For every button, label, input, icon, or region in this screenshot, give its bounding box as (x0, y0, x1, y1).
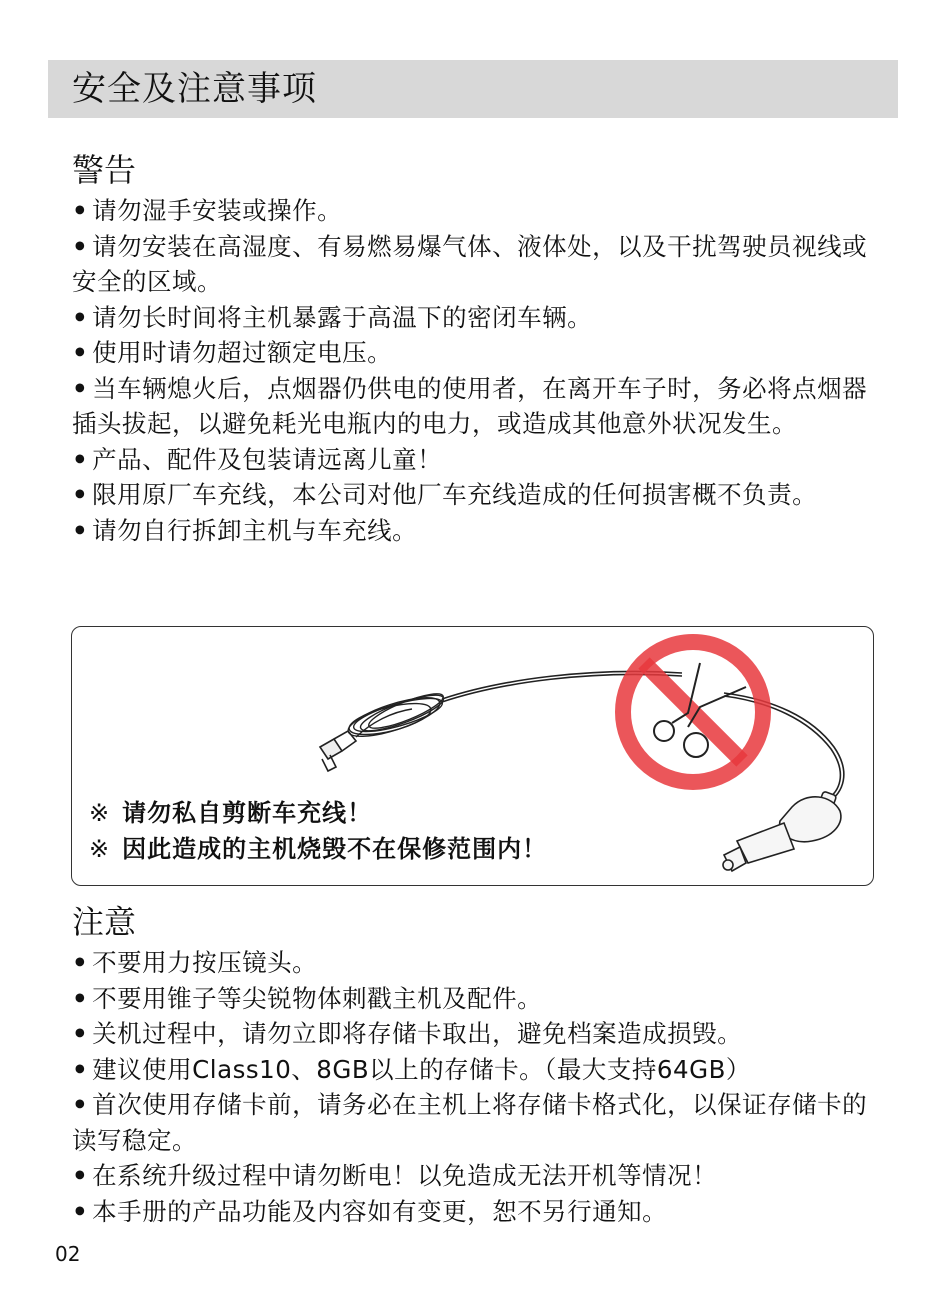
cable-warning-illustration (71, 626, 874, 886)
cable-note: ※ 请勿私自剪断车充线！ (89, 799, 373, 827)
warning-item: • 请勿安装在高湿度、有易燃易爆气体、液体处，以及干扰驾驶员视线或安全的区域。 (72, 231, 868, 296)
warning-item: • 请勿长时间将主机暴露于高温下的密闭车辆。 (72, 302, 593, 332)
caution-item: • 首次使用存储卡前，请务必在主机上将存储卡格式化，以保证存储卡的读写稳定。 (72, 1090, 868, 1155)
page-title: 安全及注意事项 (72, 69, 317, 109)
car-charger-plug-icon (723, 791, 841, 871)
warning-item: • 限用原厂车充线，本公司对他厂车充线造成的任何损害概不负责。 (72, 480, 818, 509)
warning-item: • 使用时请勿超过额定电压。 (72, 338, 393, 367)
caution-item: • 不要用力按压镜头。 (72, 948, 318, 977)
warning-list (72, 193, 872, 548)
caution-heading: 注意 (72, 903, 137, 941)
warning-heading: 警告 (72, 151, 137, 189)
section-header-bar (48, 60, 898, 118)
caution-item: • 建议使用Class10、8GB以上的存储卡。（最大支持64GB） (72, 1054, 751, 1084)
prohibition-sign-icon (623, 642, 763, 782)
car-charger-cable (442, 671, 844, 801)
caution-list (72, 945, 872, 1229)
warning-item: • 当车辆熄火后，点烟器仍供电的使用者，在离开车子时，务必将点烟器插头拔起，以避免耗光电瓶内的电力，或造成其他意外状况发生。 (72, 373, 868, 438)
caution-item: • 本手册的产品功能及内容如有变更，恕不另行通知。 (72, 1196, 668, 1226)
caution-item: • 在系统升级过程中请勿断电！以免造成无法开机等情况！ (72, 1161, 718, 1190)
warning-item: • 请勿自行拆卸主机与车充线。 (72, 515, 418, 545)
caution-item: • 不要用锥子等尖锐物体刺戳主机及配件。 (72, 983, 543, 1013)
warning-item: • 请勿湿手安装或操作。 (72, 196, 343, 225)
coiled-cable-icon (344, 688, 446, 745)
page-number: 02 (55, 1242, 81, 1266)
mini-usb-plug-icon (320, 731, 356, 771)
caution-item: • 关机过程中，请勿立即将存储卡取出，避免档案造成损毁。 (72, 1019, 743, 1048)
warning-item: • 产品、配件及包装请远离儿童！ (72, 444, 443, 474)
cable-warning-notes (89, 795, 547, 867)
cable-note: ※ 因此造成的主机烧毁不在保修范围内！ (89, 835, 548, 863)
